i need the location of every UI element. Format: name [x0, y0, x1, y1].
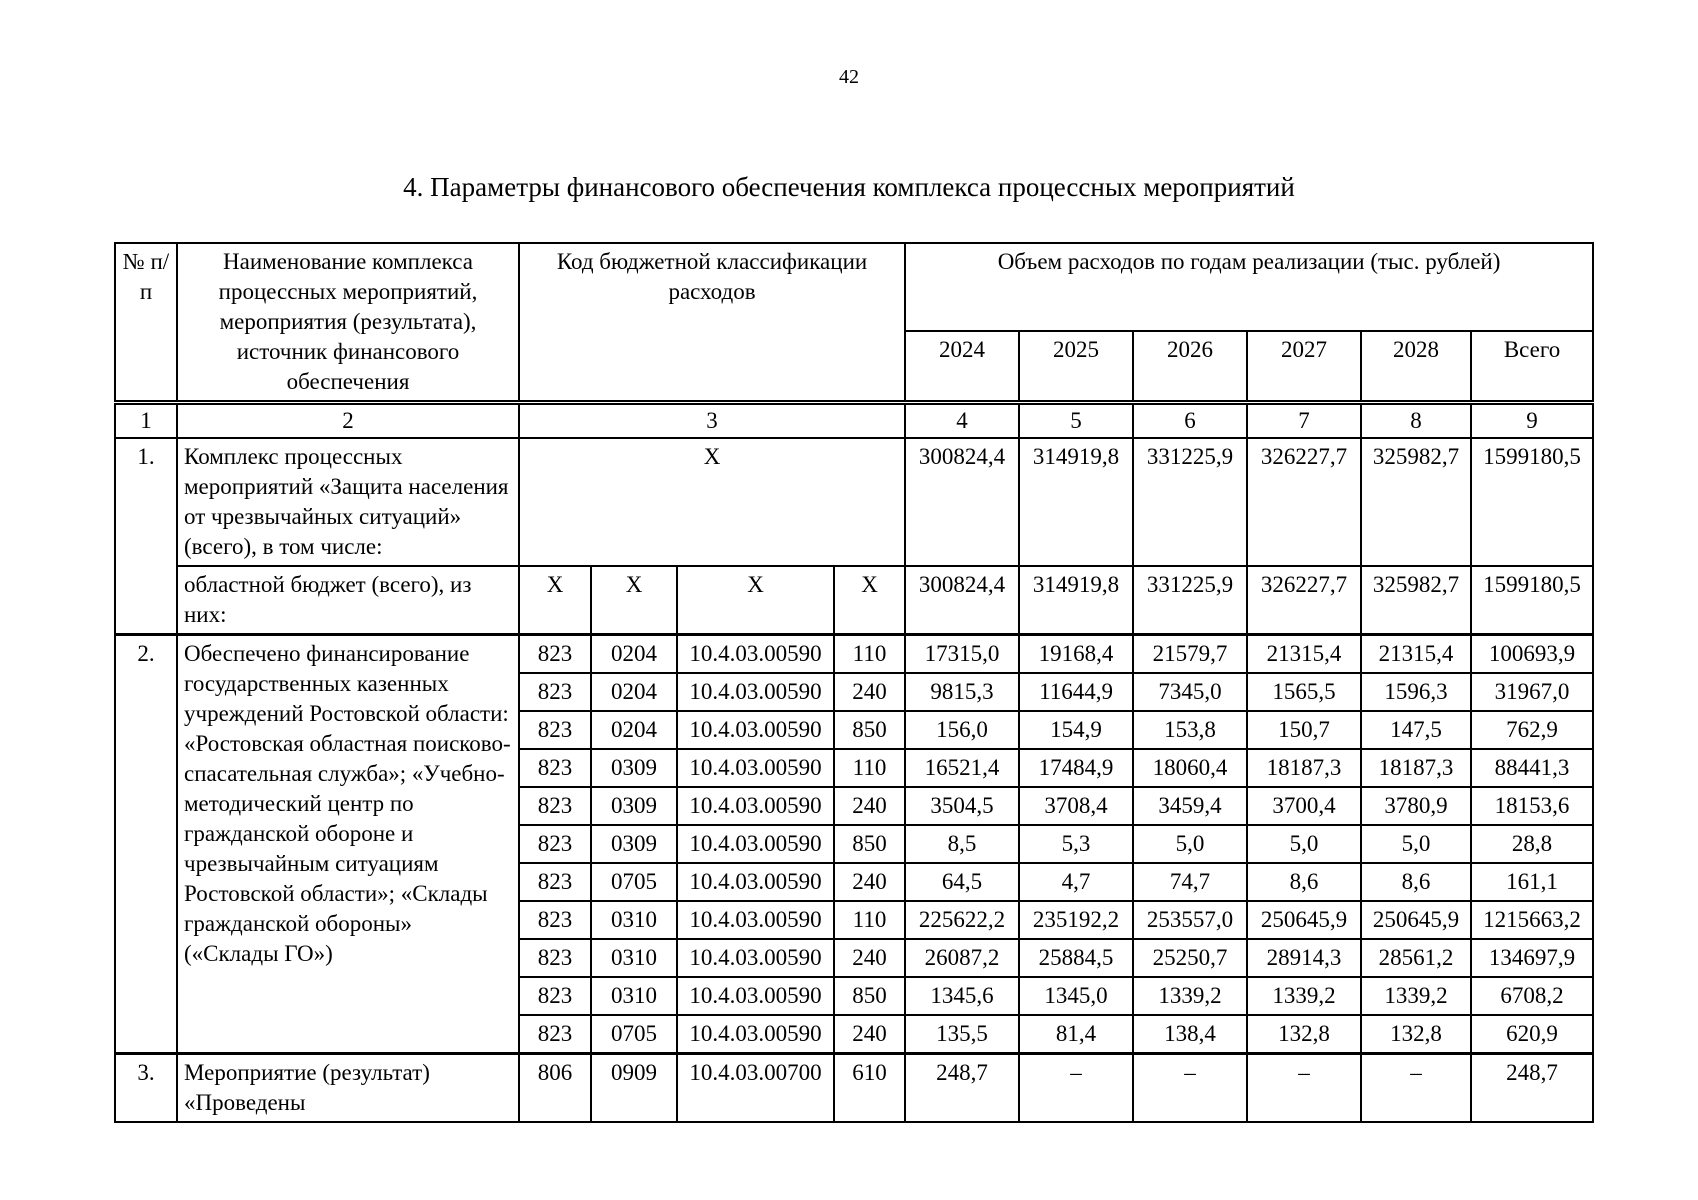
code-cell: 0309 — [591, 749, 677, 787]
code-cell: 240 — [834, 939, 905, 977]
value-cell: 74,7 — [1133, 863, 1247, 901]
value-cell: 1339,2 — [1247, 977, 1361, 1015]
code-cell: 10.4.03.00590 — [677, 711, 834, 749]
value-cell: 11644,9 — [1019, 673, 1133, 711]
value-cell: 26087,2 — [905, 939, 1019, 977]
header-year: 2028 — [1361, 331, 1471, 403]
code-cell: 10.4.03.00590 — [677, 939, 834, 977]
code-cell: X — [591, 566, 677, 635]
value-cell: 28561,2 — [1361, 939, 1471, 977]
code-cell: 10.4.03.00590 — [677, 863, 834, 901]
code-cell: 823 — [519, 825, 591, 863]
code-cell: 10.4.03.00700 — [677, 1054, 834, 1123]
value-cell: 18187,3 — [1361, 749, 1471, 787]
value-cell: 3708,4 — [1019, 787, 1133, 825]
value-cell: 3700,4 — [1247, 787, 1361, 825]
value-cell: 326227,7 — [1247, 438, 1361, 566]
code-cell: 10.4.03.00590 — [677, 825, 834, 863]
column-index: 7 — [1247, 403, 1361, 439]
value-cell: 248,7 — [905, 1054, 1019, 1123]
column-index: 2 — [177, 403, 519, 439]
code-cell: 0204 — [591, 711, 677, 749]
column-index: 9 — [1471, 403, 1593, 439]
value-cell: 8,6 — [1247, 863, 1361, 901]
code-cell: 10.4.03.00590 — [677, 977, 834, 1015]
value-cell: 5,3 — [1019, 825, 1133, 863]
code-cell: 110 — [834, 749, 905, 787]
value-cell: 1215663,2 — [1471, 901, 1593, 939]
value-cell: 21315,4 — [1361, 635, 1471, 674]
value-cell: 3780,9 — [1361, 787, 1471, 825]
code-cell: 610 — [834, 1054, 905, 1123]
header-name: Наименование комплекса процессных мероприятий, мероприятия (результата), источник финансового обеспечения — [177, 243, 519, 403]
value-cell: 5,0 — [1247, 825, 1361, 863]
code-cell: 0309 — [591, 787, 677, 825]
value-cell: 18060,4 — [1133, 749, 1247, 787]
value-cell: 132,8 — [1247, 1015, 1361, 1054]
code-cell: 0705 — [591, 1015, 677, 1054]
section1-sub-row — [115, 566, 1593, 635]
value-cell: 132,8 — [1361, 1015, 1471, 1054]
value-cell: 100693,9 — [1471, 635, 1593, 674]
value-cell: – — [1361, 1054, 1471, 1123]
code-cell: 0309 — [591, 825, 677, 863]
value-cell: 331225,9 — [1133, 566, 1247, 635]
section3-number: 3. — [115, 1054, 177, 1123]
value-cell: 31967,0 — [1471, 673, 1593, 711]
value-cell: 9815,3 — [905, 673, 1019, 711]
value-cell: 1339,2 — [1361, 977, 1471, 1015]
code-cell: 823 — [519, 1015, 591, 1054]
value-cell: 7345,0 — [1133, 673, 1247, 711]
value-cell: 17484,9 — [1019, 749, 1133, 787]
document-title: 4. Параметры финансового обеспечения комплекса процессных мероприятий — [403, 172, 1295, 202]
page-number: 42 — [839, 66, 859, 88]
value-cell: 25250,7 — [1133, 939, 1247, 977]
code-cell: 823 — [519, 711, 591, 749]
value-cell: 134697,9 — [1471, 939, 1593, 977]
value-cell: 1345,6 — [905, 977, 1019, 1015]
column-index: 8 — [1361, 403, 1471, 439]
section3-name: Мероприятие (результат) «Проведены — [177, 1054, 519, 1123]
code-cell: 823 — [519, 863, 591, 901]
code-cell: 10.4.03.00590 — [677, 901, 834, 939]
value-cell: 300824,4 — [905, 438, 1019, 566]
column-index-row — [115, 403, 1593, 439]
value-cell: 28,8 — [1471, 825, 1593, 863]
value-cell: 250645,9 — [1361, 901, 1471, 939]
header-year: 2025 — [1019, 331, 1133, 403]
value-cell: 314919,8 — [1019, 438, 1133, 566]
code-cell: 240 — [834, 1015, 905, 1054]
code-cell: 110 — [834, 635, 905, 674]
header-row — [115, 243, 1593, 331]
code-cell: 0909 — [591, 1054, 677, 1123]
code-cell: 10.4.03.00590 — [677, 787, 834, 825]
value-cell: 6708,2 — [1471, 977, 1593, 1015]
value-cell: 5,0 — [1361, 825, 1471, 863]
value-cell: 153,8 — [1133, 711, 1247, 749]
header-year: 2026 — [1133, 331, 1247, 403]
value-cell: 314919,8 — [1019, 566, 1133, 635]
value-cell: 8,5 — [905, 825, 1019, 863]
code-cell: 0310 — [591, 901, 677, 939]
value-cell: – — [1247, 1054, 1361, 1123]
column-index: 5 — [1019, 403, 1133, 439]
value-cell: 3504,5 — [905, 787, 1019, 825]
value-cell: 135,5 — [905, 1015, 1019, 1054]
code-cell: 823 — [519, 673, 591, 711]
header-total: Всего — [1471, 331, 1593, 403]
value-cell: 25884,5 — [1019, 939, 1133, 977]
value-cell: 326227,7 — [1247, 566, 1361, 635]
value-cell: 253557,0 — [1133, 901, 1247, 939]
value-cell: 1345,0 — [1019, 977, 1133, 1015]
code-cell: 823 — [519, 901, 591, 939]
code-cell: 0310 — [591, 977, 677, 1015]
value-cell: 331225,9 — [1133, 438, 1247, 566]
code-cell: 110 — [834, 901, 905, 939]
code-cell: 806 — [519, 1054, 591, 1123]
value-cell: 620,9 — [1471, 1015, 1593, 1054]
value-cell: 762,9 — [1471, 711, 1593, 749]
header-year: 2027 — [1247, 331, 1361, 403]
code-cell: 0204 — [591, 673, 677, 711]
code-cell: 240 — [834, 673, 905, 711]
header-number: № п/п — [115, 243, 177, 403]
value-cell: 21579,7 — [1133, 635, 1247, 674]
section2-name: Обеспечено финансирование государственных казенных учреждений Ростовской области: «Ростовская областная поисково-спасательная служба»; «Учебно-методический центр по гражданской обороне и чрезвычайным ситуациям Ростовской области»; «Склады гражданской обороны» («Склады ГО») — [177, 635, 519, 1054]
code-cell: 10.4.03.00590 — [677, 1015, 834, 1054]
code-cell: 850 — [834, 825, 905, 863]
value-cell: 21315,4 — [1247, 635, 1361, 674]
value-cell: 88441,3 — [1471, 749, 1593, 787]
value-cell: 161,1 — [1471, 863, 1593, 901]
value-cell: 16521,4 — [905, 749, 1019, 787]
section1-number: 1. — [115, 438, 177, 635]
column-index: 3 — [519, 403, 905, 439]
value-cell: 147,5 — [1361, 711, 1471, 749]
value-cell: 138,4 — [1133, 1015, 1247, 1054]
value-cell: 8,6 — [1361, 863, 1471, 901]
code-cell: X — [519, 566, 591, 635]
value-cell: 5,0 — [1133, 825, 1247, 863]
code-cell: 850 — [834, 711, 905, 749]
section2-row — [115, 635, 1593, 674]
section3-row — [115, 1054, 1593, 1123]
code-cell: 850 — [834, 977, 905, 1015]
value-cell: 19168,4 — [1019, 635, 1133, 674]
section2-number: 2. — [115, 635, 177, 1054]
code-cell: 240 — [834, 787, 905, 825]
section1-sub-name: областной бюджет (всего), из них: — [177, 566, 519, 635]
value-cell: – — [1019, 1054, 1133, 1123]
value-cell: 64,5 — [905, 863, 1019, 901]
value-cell: 150,7 — [1247, 711, 1361, 749]
value-cell: 28914,3 — [1247, 939, 1361, 977]
value-cell: 250645,9 — [1247, 901, 1361, 939]
code-cell: 0705 — [591, 863, 677, 901]
value-cell: 1599180,5 — [1471, 566, 1593, 635]
code-cell: 240 — [834, 863, 905, 901]
code-cell: X — [677, 566, 834, 635]
section1-code: X — [519, 438, 905, 566]
value-cell: 300824,4 — [905, 566, 1019, 635]
column-index: 1 — [115, 403, 177, 439]
header-expense-volume: Объем расходов по годам реализации (тыс. рублей) — [905, 243, 1593, 331]
value-cell: 325982,7 — [1361, 438, 1471, 566]
code-cell: 823 — [519, 939, 591, 977]
value-cell: 1339,2 — [1133, 977, 1247, 1015]
section1-name: Комплекс процессных мероприятий «Защита населения от чрезвычайных ситуаций» (всего), в том числе: — [177, 438, 519, 566]
value-cell: 18153,6 — [1471, 787, 1593, 825]
code-cell: 0310 — [591, 939, 677, 977]
financing-table — [114, 242, 1594, 1123]
code-cell: 10.4.03.00590 — [677, 749, 834, 787]
header-year: 2024 — [905, 331, 1019, 403]
code-cell: 823 — [519, 749, 591, 787]
value-cell: 1565,5 — [1247, 673, 1361, 711]
code-cell: 823 — [519, 787, 591, 825]
value-cell: 156,0 — [905, 711, 1019, 749]
value-cell: 17315,0 — [905, 635, 1019, 674]
column-index: 4 — [905, 403, 1019, 439]
section1-row — [115, 438, 1593, 566]
header-budget-code: Код бюджетной классификации расходов — [519, 243, 905, 403]
value-cell: 325982,7 — [1361, 566, 1471, 635]
code-cell: X — [834, 566, 905, 635]
value-cell: 18187,3 — [1247, 749, 1361, 787]
code-cell: 823 — [519, 635, 591, 674]
value-cell: 1596,3 — [1361, 673, 1471, 711]
value-cell: 81,4 — [1019, 1015, 1133, 1054]
value-cell: 235192,2 — [1019, 901, 1133, 939]
value-cell: 1599180,5 — [1471, 438, 1593, 566]
code-cell: 10.4.03.00590 — [677, 635, 834, 674]
value-cell: – — [1133, 1054, 1247, 1123]
code-cell: 823 — [519, 977, 591, 1015]
value-cell: 225622,2 — [905, 901, 1019, 939]
column-index: 6 — [1133, 403, 1247, 439]
value-cell: 3459,4 — [1133, 787, 1247, 825]
value-cell: 248,7 — [1471, 1054, 1593, 1123]
value-cell: 154,9 — [1019, 711, 1133, 749]
code-cell: 10.4.03.00590 — [677, 673, 834, 711]
code-cell: 0204 — [591, 635, 677, 674]
value-cell: 4,7 — [1019, 863, 1133, 901]
